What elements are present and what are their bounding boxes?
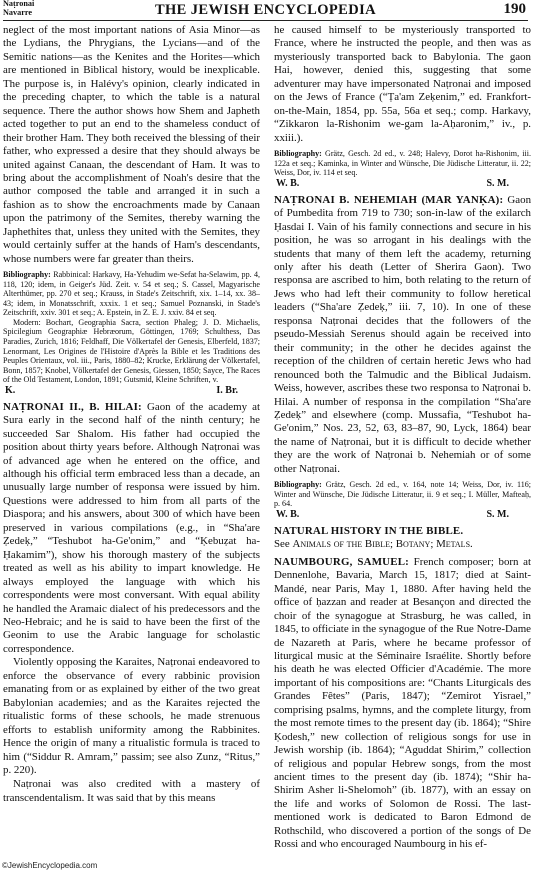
signature-right: I. Br. — [216, 384, 238, 396]
publication-title: THE JEWISH ENCYCLOPEDIA — [154, 2, 377, 18]
page-number: 190 — [503, 1, 526, 17]
article-natronai-ii — [3, 401, 260, 657]
article-body: Gaon of Pumbedita from 719 to 730; son-in-law of the exilarch Ḥasdai I. Vain of his family connections and secure in his position, he was so arrogant in his dealings with the students that many of them left the academy, returning only after his death (Letter of Sherira Gaon). Two responsa are ascribed to him, both relating to the return of Jews who had left their community to follow heretical leaders (“Sha'are Ẓedeḳ,” iii. 7, 10). In one of these responsa Naṭronai decides that the followers of the pseudo-Messiah Serenus should again be received into their community; in the other he decides against the reception of the children of certain heretic Jews who had renounced both the Talmudic and the Biblical Judaism. Weiss, however, ascribes these two responsa to Naṭronai b. Hilai. A number of responsa in the compilation “Sha'are Ẓedeḳ” and elsewhere (comp. Mussafia, “Teshubot ha-Ge'onim,” Nos. 23, 52, 63, 83–87, 90, Lyck, 1864) bear the name of Naṭronai, but it is difficult to decide whether they are the work of Naṭronai b. Nehemiah or of some other Naṭronai. — [274, 193, 531, 475]
signature-right: S. M. — [486, 508, 509, 520]
continued-paragraph: neglect of the most important nations of Asia Minor—as the Lydians, the Phrygians, the Lycians—and of the Semitic nations—as the Kenites and the Horites—which are mentioned in Biblical history, would be inexplicable. The purpose is, in Halévy's opinion, clearly indicated in the preceding chapter, to which the table is a natural sequence. There the author shows how Shem and Japheth acted together to put an end to the shameless conduct of their brother Ham. They both received the blessing of their father, who expressed a desire that they should always be united against Canaan, the descendant of Ham. It was to bring about the accomplishment of Noah's desire that the author composed the table and arranged it in such a fashion as to show the encroachments made by Canaan upon the patrimony of the Semites, thereby warning the Japhethites that, unless they united with the Semites, they would certainly suffer at the hands of Ham's descendants, whose numbers were far greater than theirs. — [3, 24, 260, 265]
article-natural-history — [274, 525, 531, 538]
right-column — [274, 24, 531, 862]
see-references[interactable]: Animals of the Bible; Botany; Metals. — [292, 538, 473, 551]
running-head-last: Navarre — [3, 7, 32, 17]
article-title: NAṬRONAI II., B. HILAI: — [3, 400, 142, 413]
copyright-credit: ©JewishEncyclopedia.com — [2, 861, 98, 870]
bibliography-text: Rabbinical: Harkavy, Ha-Yehudim we-Sefat ha-Selawim, pp. 4, 118, 120; idem, in Geiger's Jüd. Zeit. v. 54 et seq.; S. Cassel, Magyarische Alterthümer, pp. 270 et seq.; Krauss, in Stade's Zeitschrift, xix. 1–14, xx. 38–43; idem, in Monatsschrift, xxxix. 1 et seq.; Samuel Poznanski, in Stade's Zeitschrift, xxiv. 301 et seq.; A. Epstein, in Z. E. J. xxiv. 84 et seq. — [3, 270, 260, 318]
bibliography-block — [274, 149, 531, 178]
article-naumbourg — [274, 556, 531, 852]
article-body: Gaon of the academy at Sura early in the second half of the ninth century; he succeeded Sar Shalom. His father had occupied the position about thirty years before. Although Naṭronai was of advanced age when he entered on the office, and although his official term embraced less than a decade, an unusually large number of responsa were issued by him. Questions were addressed to him from all parts of the Diaspora; and his answers, about 300 of which have been preserved in various compilations (e.g., in “Sha'are Ẓedeḳ,” “Teshubot ha-Ge'onim,” and “Ḳebuẓat ha-Ḥakamim”), show his thorough mastery of the subjects treated as well as his ability to impart knowledge. He always employed the language with which his correspondents were most conversant. With equal ability he handled the Aramaic dialect of his predecessors and the Neo-Hebraic; and he is said to have been the first of the Geonim to use the Arabic language for scholastic correspondence. — [3, 400, 260, 655]
bibliography-block — [274, 480, 531, 509]
see-prefix: See — [274, 538, 293, 551]
author-signature — [274, 178, 531, 190]
author-signature — [274, 509, 531, 521]
page-header — [3, 0, 528, 21]
article-title: NAṬRONAI B. NEHEMIAH (MAR YANḲA): — [274, 193, 504, 206]
bibliography-modern: Modern: Bochart, Geographia Sacra, section Phaleg; J. D. Michaelis, Spicilegium Geographiæ Hebræorum, Göttingen, 1769; Schulthess, Das Paradies, Zurich, 1816; Feldhaff, Die Völkertafel der Genesis, Elberfeld, 1837; Lenormant, Les Origines de l'Histoire d'Après la Bible et les Traditions des Peuples Orientaux, vol. iii., Paris, 1880–82; Krucke, Erklärung der Völkertafel, Bonn, 1857; Knobel, Völkertafel der Genesis, Giessen, 1850; Sayce, The Races of the Old Testament, London, 1891; Gutsmid, Kleine Schriften, v. — [3, 317, 260, 385]
signature-left: W. B. — [276, 177, 300, 189]
running-head-first: Naṭronai — [3, 0, 35, 8]
continued-paragraph: he caused himself to be mysteriously transported to France, where he instructed the people, and then was as mysteriously transported back to Babylonia. The gaon Hai, however, denied this, suggesting that some adventurer may have impersonated Naṭronai and imposed on the Jews of France (“Ṭa'am Zeḳenim,” ed. Frankfort-on-the-Main, 1854, pp. 55a, 56a et seq.; comp. Harkavy, “Zikkaron la-Rishonim we-gam la-Aḥaronim,” iv., p. xxiii.). — [274, 24, 531, 144]
article-natronai-nehemiah — [274, 194, 531, 477]
bibliography-text: Grätz, Gesch. 2d ed., v. 248; Halevy, Dorot ha-Rishonim, iii. 122a et seq.; Kaminka, in Winter and Wünsche, Die Jüdische Litteratur, ii. 22; Weiss, Dor, iv. 114 et seq. — [274, 149, 531, 178]
cross-reference — [274, 538, 531, 551]
signature-left: K. — [5, 384, 16, 396]
paragraph-karaites: Violently opposing the Karaites, Naṭronai endeavored to enforce the observance of every rabbinic provision emanating from or as explained by either of the two great Babylonian academies; and as the Karaites rejected the ritualistic forms of these schools, he made strenuous efforts to establish uniformity among the Rabbinites. Hence the origin of many a ritualistic formula is traced to him (“Siddur R. Amram,” passim; see also Zunz, “Ritus,” p. 220). — [3, 656, 260, 776]
signature-right: S. M. — [486, 177, 509, 189]
bibliography-text: Grätz, Gesch. 2d ed., v. 164, note 14; Weiss, Dor, iv. 116; Winter and Wünsche, Die Jüdische Litteratur, ii. 9 et seq.; I. Müller, Mafteaḥ, p. 64. — [274, 480, 531, 509]
bibliography-label: Bibliography: — [274, 480, 322, 490]
paragraph-transcendentalism: Naṭronai was also credited with a mastery of transcendentalism. It was said that by this means — [3, 778, 260, 804]
article-title: NATURAL HISTORY IN THE BIBLE. — [274, 524, 464, 537]
article-body: French composer; born at Dennenlohe, Bavaria, March 15, 1817; died at Saint-Mandé, near Paris, May 1, 1880. After having held the office of ḥazzan and reader at Besançon and directed the choir of the synagogue at Strasburg, he was called, in 1845, to officiate in the synagogue of the Rue Notre-Dame de Nazareth at Paris, where he became professor of liturgical music at the Séminaire Israélite. Shortly before his death he was elected Officier d'Académie. The more important of his compositions are: “Chants Liturgicals des Grandes Fêtes” (Paris, 1847); “Zemirot Yisrael,” comprising psalms, hymns, and the complete liturgy, from the most remote times to the present day (ib. 1864); “Shire Ḳodesh,” new collection of religious songs for use in Jewish worship (ib. 1864); “Aguddat Shirim,” collection of religious and popular Hebrew songs, from the most ancient times to the present day (ib. 1874); “Shir ha-Shirim Asher li-Shelomoh” (ib. 1877), with an essay on the life and works of Solomon de Rossi. The last-mentioned work is dedicated to Baron Edmond de Rothschild, who discovered a portion of the songs of De Rossi and who encouraged Naumbourg in his ef- — [274, 555, 531, 851]
bibliography-label: Bibliography: — [274, 149, 322, 159]
bibliography-label: Bibliography: — [3, 270, 51, 280]
author-signature — [3, 385, 260, 397]
bibliography-block — [3, 270, 260, 318]
article-title: NAUMBOURG, SAMUEL: — [274, 555, 409, 568]
left-column — [3, 24, 260, 862]
signature-left: W. B. — [276, 508, 300, 520]
